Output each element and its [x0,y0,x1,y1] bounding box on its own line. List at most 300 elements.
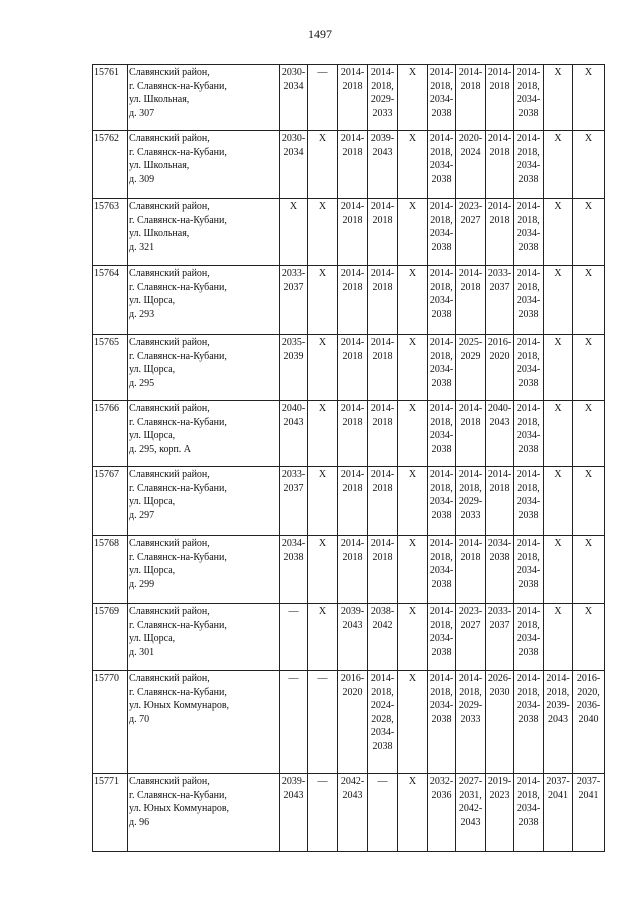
address-line: д. 293 [129,308,155,320]
schedule-value: 2041 [578,789,599,801]
schedule-value: — [377,776,388,787]
schedule-value: 2039- [546,700,570,711]
schedule-value: 2034- [429,565,454,576]
schedule-value: 2018, [430,551,453,563]
schedule-value: 2042- [340,776,365,787]
schedule-value: 2034- [516,633,541,644]
schedule-value: 2040 [578,713,599,725]
schedule-value: 2020- [458,133,483,144]
schedule-cell [544,467,573,536]
schedule-value: 2018 [372,482,393,494]
schedule-cell [398,604,428,671]
schedule-cell [456,65,486,131]
table-row [93,774,605,852]
schedule-cell [486,604,514,671]
schedule-value: 2039- [370,133,395,144]
schedule-value: 2038 [431,509,452,521]
schedule-value: 2018, [517,482,540,494]
address-line: Славянский район, [129,673,210,684]
schedule-value: X [408,403,417,414]
schedule-value: 2018 [342,214,363,226]
schedule-value: 2037 [283,482,304,494]
schedule-value: 2018, [517,214,540,226]
schedule-value: 2014- [370,337,395,348]
schedule-value: X [584,337,593,348]
schedule-value: 2043 [489,416,510,428]
address-cell [128,671,280,774]
schedule-cell [428,401,456,467]
address-line: ул. Школьная, [129,94,190,105]
schedule-value: 2014- [429,67,454,78]
schedule-cell [428,199,456,266]
schedule-value: 2018, [430,146,453,158]
schedule-value: 2014- [516,67,541,78]
address-line: ул. Юных Коммунаров, [129,700,230,711]
schedule-value: 2014- [429,133,454,144]
schedule-value: 2018 [460,80,481,92]
address-line: г. Славянск-на-Кубани, [129,619,227,631]
address-line: ул. Щорса, [129,430,176,441]
schedule-cell [514,199,544,266]
schedule-cell [514,335,544,401]
schedule-value: 2018, [459,482,482,494]
schedule-cell [456,131,486,199]
schedule-cell [398,266,428,335]
address-line: д. 295 [129,377,155,389]
schedule-cell [338,467,368,536]
schedule-cell [544,536,573,604]
schedule-value: 2035- [281,337,306,348]
schedule-value: 2043 [283,416,304,428]
schedule-cell [308,199,338,266]
schedule-value: 2014- [458,469,483,480]
schedule-cell [456,604,486,671]
schedule-value: 2018, [430,416,453,428]
schedule-value: 2042- [458,803,483,814]
schedule-value: 2028, [371,713,394,725]
address-line: д. 307 [129,107,155,119]
schedule-value: 2024 [460,146,481,158]
schedule-cell [573,199,605,266]
schedule-value: 2030- [281,133,306,144]
address-cell [128,199,280,266]
schedule-value: 2014- [516,201,541,212]
schedule-value: 2014- [487,67,512,78]
schedule-value: 2038 [283,551,304,563]
schedule-value: 2014- [487,201,512,212]
schedule-cell [456,467,486,536]
schedule-value: X [408,469,417,480]
address-line: д. 301 [129,646,155,658]
schedule-value: 2018, [430,482,453,494]
schedule-value: 2018, [517,619,540,631]
schedule-value: 2014- [458,67,483,78]
address-line: г. Славянск-на-Кубани, [129,551,227,563]
address-line: Славянский район, [129,538,210,549]
schedule-value: X [408,268,417,279]
schedule-cell [308,401,338,467]
schedule-cell [338,401,368,467]
schedule-value: 2034- [429,633,454,644]
schedule-cell [428,65,456,131]
schedule-value: — [288,673,299,684]
schedule-cell [338,131,368,199]
schedule-cell [280,536,308,604]
schedule-value: X [554,337,562,348]
row-number: 15768 [93,536,128,604]
schedule-value: — [288,606,299,617]
schedule-cell [280,335,308,401]
schedule-cell [486,65,514,131]
schedule-value: 2038 [431,308,452,320]
schedule-value: 2027 [460,619,481,631]
schedule-cell [486,335,514,401]
schedule-value: 2014- [340,133,365,144]
schedule-value: 2014- [340,201,365,212]
schedule-value: 2018, [517,686,540,698]
schedule-cell [368,199,398,266]
schedule-value: 2034- [516,430,541,441]
schedule-cell [514,131,544,199]
schedule-value: 2027 [460,214,481,226]
address-cell [128,335,280,401]
schedule-cell [338,199,368,266]
schedule-value: 2034- [429,364,454,375]
schedule-value: 2038 [431,578,452,590]
schedule-value: 2030 [489,686,510,698]
schedule-cell [398,65,428,131]
address-cell [128,604,280,671]
schedule-value: 2014- [340,469,365,480]
schedule-cell [544,131,573,199]
schedule-cell [398,335,428,401]
schedule-cell [573,671,605,774]
schedule-cell [308,774,338,852]
schedule-value: 2014- [340,67,365,78]
schedule-value: 2042 [372,619,393,631]
schedule-value: 2014- [516,776,541,787]
table-body [93,65,605,852]
address-line: ул. Щорса, [129,633,176,644]
schedule-value: 2018, [517,551,540,563]
schedule-value: X [408,201,417,212]
address-line: д. 321 [129,241,155,253]
address-line: ул. Щорса, [129,364,176,375]
schedule-value: 2014- [370,469,395,480]
schedule-value: 2018 [372,281,393,293]
schedule-value: X [318,538,327,549]
schedule-value: 2014- [429,403,454,414]
schedule-value: 2039- [340,606,365,617]
schedule-value: X [584,469,593,480]
address-cell [128,266,280,335]
schedule-value: 2014- [340,538,365,549]
address-line: ул. Щорса, [129,496,176,507]
schedule-value: 2029- [458,700,483,711]
schedule-value: 2026- [487,673,512,684]
schedule-value: 2043 [342,619,363,631]
schedule-value: 2018, [430,619,453,631]
schedule-value: 2014- [429,337,454,348]
address-cell [128,131,280,199]
schedule-cell [544,401,573,467]
schedule-cell [338,671,368,774]
schedule-cell [280,401,308,467]
schedule-value: 2034- [429,700,454,711]
schedule-value: 2032- [429,776,454,787]
schedule-cell [573,536,605,604]
schedule-cell [368,467,398,536]
schedule-value: 2034- [370,727,395,738]
address-line: Славянский район, [129,268,210,279]
schedule-value: 2019- [487,776,512,787]
schedule-cell [308,335,338,401]
schedule-value: 2014- [458,268,483,279]
schedule-cell [368,401,398,467]
schedule-value: X [584,201,593,212]
schedule-value: 2018 [342,551,363,563]
schedule-cell [514,65,544,131]
schedule-value: 2018 [460,281,481,293]
schedule-cell [280,774,308,852]
schedule-value: 2014- [516,337,541,348]
schedule-value: 2018, [371,686,394,698]
schedule-value: 2014- [516,403,541,414]
table-row [93,671,605,774]
schedule-cell [280,131,308,199]
row-number: 15770 [93,671,128,774]
schedule-value: 2018 [489,482,510,494]
schedule-value: 2018, [517,146,540,158]
schedule-cell [428,467,456,536]
schedule-value: 2018, [517,80,540,92]
schedule-value: 2038 [518,107,539,119]
schedule-cell [514,401,544,467]
table-row [93,401,605,467]
schedule-value: 2043 [283,789,304,801]
schedule-value: 2034- [429,496,454,507]
row-number: 15766 [93,401,128,467]
schedule-value: 2038 [518,377,539,389]
schedule-value: X [318,201,327,212]
schedule-cell [368,604,398,671]
row-number: 15764 [93,266,128,335]
schedule-value: X [554,268,562,279]
row-number: 15761 [93,65,128,131]
address-line: г. Славянск-на-Кубани, [129,281,227,293]
schedule-value: 2023 [489,789,510,801]
schedule-value: 2037- [546,776,570,787]
schedule-value: X [554,403,562,414]
schedule-value: 2038 [431,377,452,389]
schedule-value: 2018, [517,350,540,362]
row-number: 15769 [93,604,128,671]
row-number: 15763 [93,199,128,266]
schedule-value: 2034- [487,538,512,549]
schedule-value: 2016- [340,673,365,684]
schedule-value: 2034- [429,94,454,105]
schedule-value: — [317,776,328,787]
schedule-value: 2034- [429,430,454,441]
schedule-cell [544,671,573,774]
housing-repair-schedule-table [92,64,605,852]
address-line: Славянский район, [129,337,210,348]
schedule-cell [398,774,428,852]
schedule-value: 2038 [518,816,539,828]
schedule-value: X [318,337,327,348]
schedule-value: X [408,606,417,617]
schedule-value: 2014- [370,268,395,279]
address-line: ул. Школьная, [129,160,190,171]
address-line: д. 299 [129,578,155,590]
schedule-cell [398,199,428,266]
schedule-value: 2039 [283,350,304,362]
schedule-cell [280,467,308,536]
page-number: 1497 [308,27,332,41]
schedule-value: 2038 [431,646,452,658]
schedule-value: X [554,606,562,617]
address-cell [128,774,280,852]
schedule-value: 2034- [516,295,541,306]
schedule-value: 2014- [516,268,541,279]
schedule-value: 2038 [518,308,539,320]
schedule-cell [573,335,605,401]
schedule-value: X [318,606,327,617]
schedule-value: 2033- [487,606,512,617]
schedule-value: 2018, [430,214,453,226]
schedule-cell [428,266,456,335]
schedule-value: 2040- [281,403,306,414]
schedule-value: 2014- [458,538,483,549]
address-cell [128,401,280,467]
schedule-cell [573,401,605,467]
schedule-cell [456,199,486,266]
schedule-value: X [318,268,327,279]
schedule-value: 2018 [342,146,363,158]
address-line: г. Славянск-на-Кубани, [129,214,227,226]
schedule-value: 2037 [283,281,304,293]
schedule-value: 2018 [489,146,510,158]
schedule-value: 2043 [342,789,363,801]
schedule-value: X [318,403,327,414]
address-line: ул. Школьная, [129,228,190,239]
address-line: ул. Щорса, [129,565,176,576]
schedule-value: 2038 [431,443,452,455]
schedule-value: 2033- [281,268,306,279]
schedule-value: 2038 [489,551,510,563]
schedule-cell [486,266,514,335]
schedule-value: 2040- [487,403,512,414]
schedule-value: 2034- [516,700,541,711]
schedule-value: 2018 [342,80,363,92]
schedule-value: 2034- [281,538,306,549]
address-line: Славянский район, [129,403,210,414]
schedule-value: 2014- [370,673,395,684]
schedule-cell [338,335,368,401]
schedule-value: 2033- [281,469,306,480]
schedule-value: X [318,469,327,480]
schedule-cell [280,266,308,335]
schedule-value: 2038 [518,578,539,590]
schedule-value: 2018, [430,281,453,293]
schedule-cell [308,266,338,335]
schedule-value: X [584,268,593,279]
schedule-value: 2018 [460,551,481,563]
address-line: Славянский район, [129,67,210,78]
schedule-value: 2018 [372,551,393,563]
schedule-value: 2038 [518,509,539,521]
schedule-cell [573,774,605,852]
schedule-value: X [554,67,562,78]
address-line: ул. Щорса, [129,295,176,306]
schedule-cell [280,604,308,671]
schedule-value: 2014- [340,403,365,414]
schedule-value: 2018 [342,416,363,428]
schedule-cell [573,65,605,131]
schedule-value: 2033 [460,509,481,521]
schedule-value: 2014- [516,133,541,144]
schedule-value: 2036- [576,700,601,711]
schedule-value: 2014- [429,469,454,480]
address-line: г. Славянск-на-Кубани, [129,789,227,801]
schedule-value: X [408,776,417,787]
schedule-value: X [408,673,417,684]
schedule-value: 2034- [429,295,454,306]
schedule-value: 2018, [371,80,394,92]
schedule-value: 2034- [516,496,541,507]
schedule-cell [544,266,573,335]
schedule-value: 2041 [548,789,568,801]
schedule-cell [544,199,573,266]
schedule-value: — [317,673,328,684]
address-line: д. 295, корп. А [129,443,192,455]
schedule-cell [456,266,486,335]
schedule-value: 2031, [459,789,482,801]
schedule-value: X [554,201,562,212]
schedule-value: 2038 [431,713,452,725]
schedule-value: X [584,606,593,617]
table-row [93,65,605,131]
schedule-value: 2018, [430,686,453,698]
schedule-cell [338,774,368,852]
schedule-cell [544,335,573,401]
schedule-value: 2029 [460,350,481,362]
schedule-cell [428,604,456,671]
address-cell [128,65,280,131]
schedule-value: 2038 [431,173,452,185]
schedule-value: 2034- [516,364,541,375]
schedule-value: 2025- [458,337,483,348]
schedule-value: 2018 [489,214,510,226]
schedule-cell [573,604,605,671]
schedule-cell [308,131,338,199]
address-line: г. Славянск-на-Кубани, [129,80,227,92]
schedule-value: 2014- [429,538,454,549]
schedule-value: 2014- [458,673,483,684]
schedule-cell [486,774,514,852]
schedule-value: 2014- [516,606,541,617]
schedule-value: 2023- [458,201,483,212]
table-row [93,199,605,266]
schedule-value: X [584,133,593,144]
schedule-value: 2036 [431,789,452,801]
schedule-value: 2043 [460,816,481,828]
schedule-value: 2014- [370,67,395,78]
schedule-cell [514,266,544,335]
schedule-value: 2033- [487,268,512,279]
schedule-value: X [289,201,298,212]
schedule-value: 2018, [517,416,540,428]
